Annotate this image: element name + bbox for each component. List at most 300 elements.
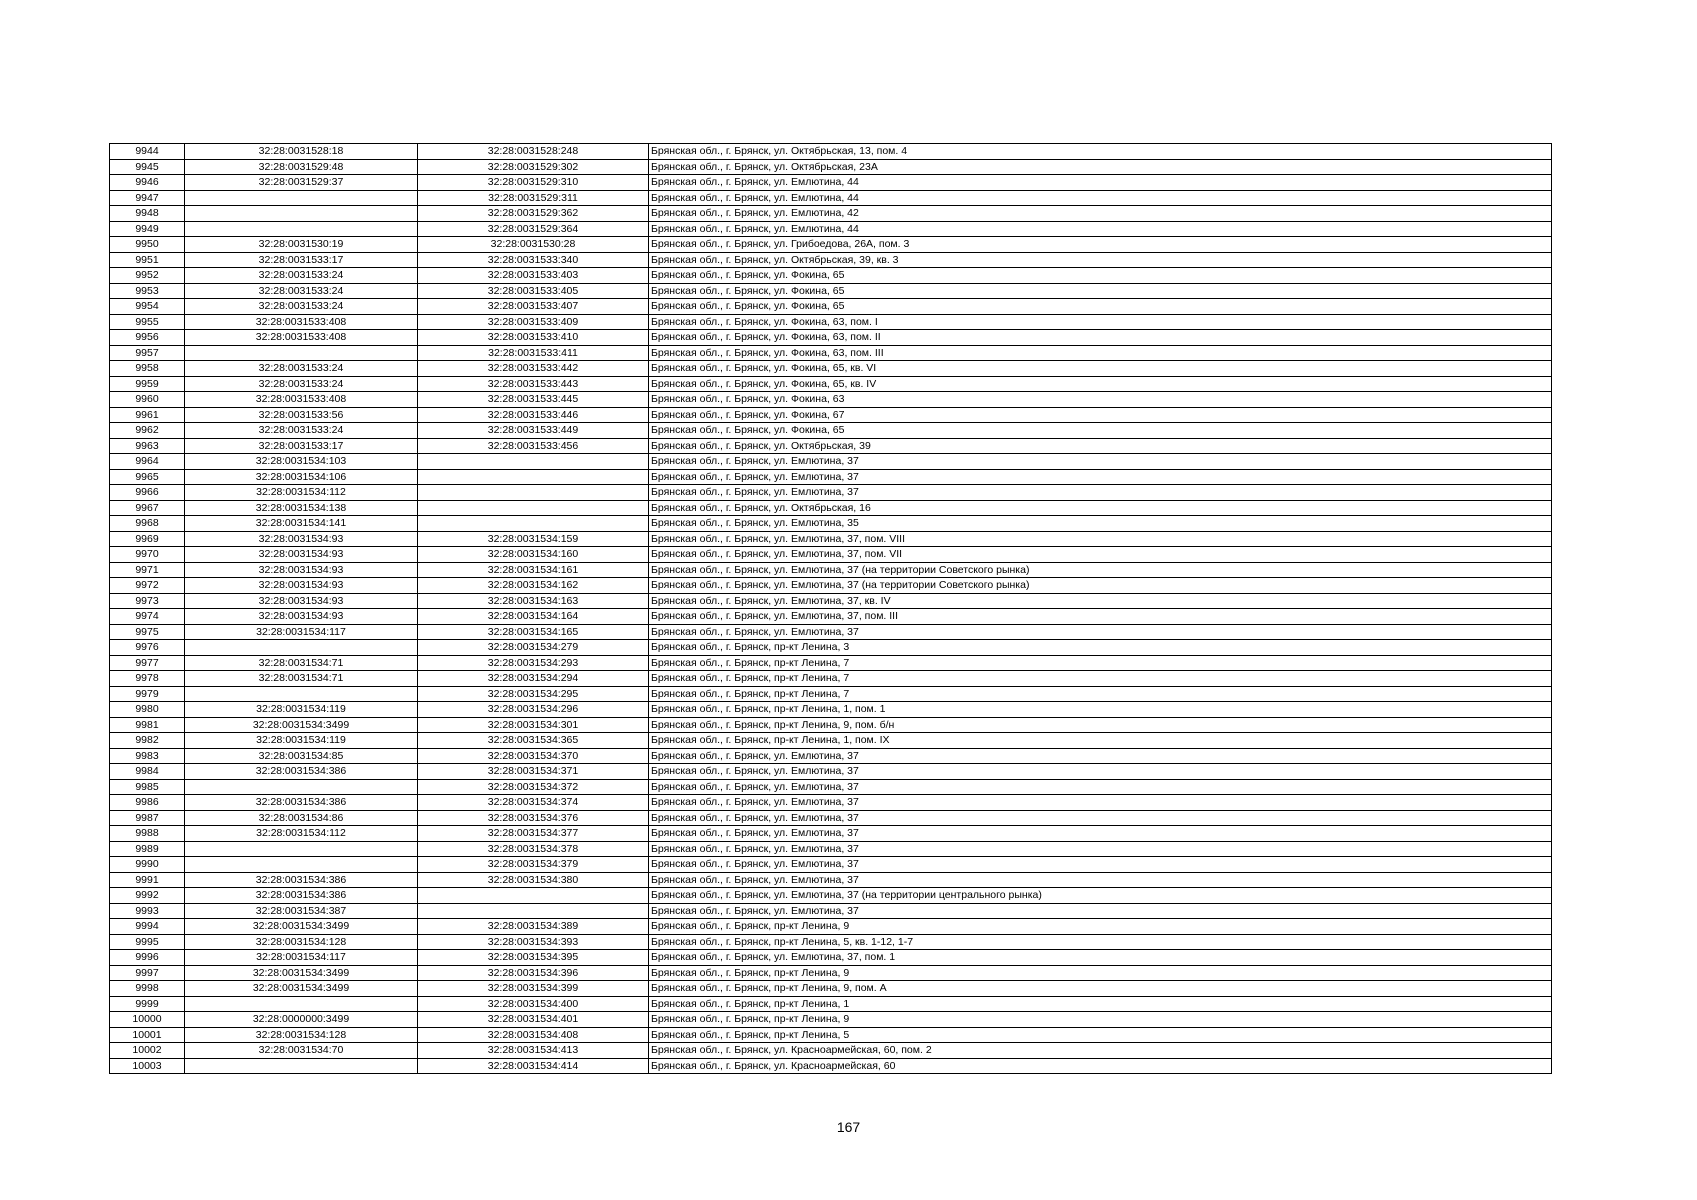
row-number-cell: 9986 (110, 795, 185, 811)
table-row (110, 593, 1552, 609)
row-number-cell: 9999 (110, 996, 185, 1012)
address-cell: Брянская обл., г. Брянск, ул. Фокина, 65 (649, 423, 1552, 439)
object-cadastral-number-cell: 32:28:0031534:380 (418, 872, 649, 888)
row-number-cell: 9980 (110, 702, 185, 718)
object-cadastral-number-cell: 32:28:0031534:164 (418, 609, 649, 625)
row-number-cell: 9978 (110, 671, 185, 687)
object-cadastral-number-cell: 32:28:0031534:365 (418, 733, 649, 749)
object-cadastral-number-cell: 32:28:0031533:409 (418, 314, 649, 330)
object-cadastral-number-cell: 32:28:0031534:400 (418, 996, 649, 1012)
address-cell: Брянская обл., г. Брянск, ул. Емлютина, 37 (649, 795, 1552, 811)
object-cadastral-number-cell: 32:28:0031534:294 (418, 671, 649, 687)
row-number-cell: 9981 (110, 717, 185, 733)
table-row (110, 671, 1552, 687)
object-cadastral-number-cell: 32:28:0031533:411 (418, 345, 649, 361)
object-cadastral-number-cell: 32:28:0031529:311 (418, 190, 649, 206)
address-cell: Брянская обл., г. Брянск, пр-кт Ленина, 1 (649, 996, 1552, 1012)
table-body (110, 144, 1552, 1074)
address-cell: Брянская обл., г. Брянск, ул. Емлютина, 37 (649, 485, 1552, 501)
object-cadastral-number-cell: 32:28:0031533:410 (418, 330, 649, 346)
object-cadastral-number-cell (418, 903, 649, 919)
object-cadastral-number-cell (418, 888, 649, 904)
table-row (110, 221, 1552, 237)
table-row (110, 996, 1552, 1012)
parcel-cadastral-number-cell (185, 779, 418, 795)
parcel-cadastral-number-cell: 32:28:0031534:86 (185, 810, 418, 826)
table-row (110, 423, 1552, 439)
object-cadastral-number-cell: 32:28:0031533:340 (418, 252, 649, 268)
address-cell: Брянская обл., г. Брянск, ул. Емлютина, 37 (649, 841, 1552, 857)
table-row (110, 686, 1552, 702)
address-cell: Брянская обл., г. Брянск, ул. Емлютина, 42 (649, 206, 1552, 222)
address-cell: Брянская обл., г. Брянск, ул. Емлютина, 35 (649, 516, 1552, 532)
parcel-cadastral-number-cell: 32:28:0031534:71 (185, 671, 418, 687)
address-cell: Брянская обл., г. Брянск, ул. Октябрьская, 23А (649, 159, 1552, 175)
object-cadastral-number-cell: 32:28:0031534:159 (418, 531, 649, 547)
object-cadastral-number-cell: 32:28:0031534:165 (418, 624, 649, 640)
table-row (110, 810, 1552, 826)
parcel-cadastral-number-cell: 32:28:0031534:141 (185, 516, 418, 532)
parcel-cadastral-number-cell: 32:28:0031534:93 (185, 547, 418, 563)
object-cadastral-number-cell: 32:28:0031533:449 (418, 423, 649, 439)
address-cell: Брянская обл., г. Брянск, ул. Фокина, 63, пом. I (649, 314, 1552, 330)
object-cadastral-number-cell: 32:28:0031534:414 (418, 1058, 649, 1074)
table-row (110, 934, 1552, 950)
parcel-cadastral-number-cell: 32:28:0031533:24 (185, 361, 418, 377)
parcel-cadastral-number-cell (185, 996, 418, 1012)
parcel-cadastral-number-cell: 32:28:0031534:3499 (185, 965, 418, 981)
parcel-cadastral-number-cell (185, 686, 418, 702)
table-row (110, 206, 1552, 222)
parcel-cadastral-number-cell: 32:28:0031534:93 (185, 609, 418, 625)
object-cadastral-number-cell: 32:28:0031534:295 (418, 686, 649, 702)
row-number-cell: 9994 (110, 919, 185, 935)
object-cadastral-number-cell: 32:28:0031534:279 (418, 640, 649, 656)
address-cell: Брянская обл., г. Брянск, ул. Емлютина, 37 (649, 826, 1552, 842)
row-number-cell: 9950 (110, 237, 185, 253)
table-row (110, 888, 1552, 904)
table-row (110, 376, 1552, 392)
address-cell: Брянская обл., г. Брянск, ул. Октябрьская, 39 (649, 438, 1552, 454)
row-number-cell: 9958 (110, 361, 185, 377)
table-row (110, 175, 1552, 191)
address-cell: Брянская обл., г. Брянск, пр-кт Ленина, 9 (649, 1012, 1552, 1028)
parcel-cadastral-number-cell: 32:28:0031534:103 (185, 454, 418, 470)
table-row (110, 717, 1552, 733)
table-row (110, 500, 1552, 516)
table-row (110, 903, 1552, 919)
address-cell: Брянская обл., г. Брянск, пр-кт Ленина, 7 (649, 655, 1552, 671)
table-row (110, 609, 1552, 625)
parcel-cadastral-number-cell: 32:28:0031529:37 (185, 175, 418, 191)
row-number-cell: 9974 (110, 609, 185, 625)
table-row (110, 1043, 1552, 1059)
table-row (110, 950, 1552, 966)
address-cell: Брянская обл., г. Брянск, пр-кт Ленина, 7 (649, 671, 1552, 687)
object-cadastral-number-cell: 32:28:0031529:364 (418, 221, 649, 237)
row-number-cell: 9963 (110, 438, 185, 454)
parcel-cadastral-number-cell: 32:28:0031534:3499 (185, 981, 418, 997)
parcel-cadastral-number-cell: 32:28:0031534:112 (185, 826, 418, 842)
row-number-cell: 9985 (110, 779, 185, 795)
row-number-cell: 9984 (110, 764, 185, 780)
parcel-cadastral-number-cell (185, 1058, 418, 1074)
parcel-cadastral-number-cell: 32:28:0031533:24 (185, 376, 418, 392)
object-cadastral-number-cell: 32:28:0031534:413 (418, 1043, 649, 1059)
parcel-cadastral-number-cell: 32:28:0000000:3499 (185, 1012, 418, 1028)
row-number-cell: 9971 (110, 562, 185, 578)
row-number-cell: 9998 (110, 981, 185, 997)
object-cadastral-number-cell: 32:28:0031534:408 (418, 1027, 649, 1043)
parcel-cadastral-number-cell: 32:28:0031534:3499 (185, 717, 418, 733)
address-cell: Брянская обл., г. Брянск, ул. Фокина, 65, кв. IV (649, 376, 1552, 392)
row-number-cell: 9995 (110, 934, 185, 950)
table-row (110, 779, 1552, 795)
address-cell: Брянская обл., г. Брянск, ул. Емлютина, 44 (649, 175, 1552, 191)
object-cadastral-number-cell: 32:28:0031529:362 (418, 206, 649, 222)
address-cell: Брянская обл., г. Брянск, ул. Фокина, 65 (649, 268, 1552, 284)
address-cell: Брянская обл., г. Брянск, пр-кт Ленина, 7 (649, 686, 1552, 702)
table-row (110, 268, 1552, 284)
address-cell: Брянская обл., г. Брянск, пр-кт Ленина, 9, пом. б/н (649, 717, 1552, 733)
object-cadastral-number-cell: 32:28:0031533:405 (418, 283, 649, 299)
row-number-cell: 9954 (110, 299, 185, 315)
row-number-cell: 9966 (110, 485, 185, 501)
row-number-cell: 9964 (110, 454, 185, 470)
row-number-cell: 9961 (110, 407, 185, 423)
table-row (110, 314, 1552, 330)
object-cadastral-number-cell (418, 485, 649, 501)
table-row (110, 283, 1552, 299)
object-cadastral-number-cell: 32:28:0031534:396 (418, 965, 649, 981)
row-number-cell: 9970 (110, 547, 185, 563)
address-cell: Брянская обл., г. Брянск, ул. Октябрьская, 16 (649, 500, 1552, 516)
table-row (110, 919, 1552, 935)
row-number-cell: 9946 (110, 175, 185, 191)
address-cell: Брянская обл., г. Брянск, ул. Октябрьская, 13, пом. 4 (649, 144, 1552, 160)
address-cell: Брянская обл., г. Брянск, ул. Емлютина, 37 (на территории Советского рынка) (649, 562, 1552, 578)
address-cell: Брянская обл., г. Брянск, пр-кт Ленина, 9 (649, 965, 1552, 981)
object-cadastral-number-cell: 32:28:0031534:379 (418, 857, 649, 873)
parcel-cadastral-number-cell: 32:28:0031534:119 (185, 702, 418, 718)
table-row (110, 392, 1552, 408)
parcel-cadastral-number-cell: 32:28:0031528:18 (185, 144, 418, 160)
parcel-cadastral-number-cell: 32:28:0031534:112 (185, 485, 418, 501)
object-cadastral-number-cell (418, 469, 649, 485)
address-cell: Брянская обл., г. Брянск, ул. Емлютина, 37 (649, 810, 1552, 826)
address-cell: Брянская обл., г. Брянск, пр-кт Ленина, 3 (649, 640, 1552, 656)
parcel-cadastral-number-cell: 32:28:0031534:128 (185, 934, 418, 950)
object-cadastral-number-cell: 32:28:0031530:28 (418, 237, 649, 253)
address-cell: Брянская обл., г. Брянск, ул. Емлютина, 37 (649, 764, 1552, 780)
address-cell: Брянская обл., г. Брянск, ул. Красноармейская, 60 (649, 1058, 1552, 1074)
address-cell: Брянская обл., г. Брянск, ул. Емлютина, 37 (649, 857, 1552, 873)
address-cell: Брянская обл., г. Брянск, пр-кт Ленина, 5 (649, 1027, 1552, 1043)
parcel-cadastral-number-cell: 32:28:0031534:3499 (185, 919, 418, 935)
object-cadastral-number-cell (418, 516, 649, 532)
address-cell: Брянская обл., г. Брянск, пр-кт Ленина, 9 (649, 919, 1552, 935)
address-cell: Брянская обл., г. Брянск, ул. Фокина, 65, кв. VI (649, 361, 1552, 377)
table-row (110, 733, 1552, 749)
table-row (110, 190, 1552, 206)
address-cell: Брянская обл., г. Брянск, пр-кт Ленина, 1, пом. 1 (649, 702, 1552, 718)
row-number-cell: 9949 (110, 221, 185, 237)
object-cadastral-number-cell: 32:28:0031533:445 (418, 392, 649, 408)
row-number-cell: 9991 (110, 872, 185, 888)
table-row (110, 640, 1552, 656)
address-cell: Брянская обл., г. Брянск, ул. Емлютина, 37, пом. III (649, 609, 1552, 625)
row-number-cell: 9952 (110, 268, 185, 284)
object-cadastral-number-cell: 32:28:0031534:301 (418, 717, 649, 733)
parcel-cadastral-number-cell: 32:28:0031533:17 (185, 438, 418, 454)
row-number-cell: 9956 (110, 330, 185, 346)
table-row (110, 531, 1552, 547)
object-cadastral-number-cell: 32:28:0031533:443 (418, 376, 649, 392)
address-cell: Брянская обл., г. Брянск, пр-кт Ленина, 9, пом. А (649, 981, 1552, 997)
row-number-cell: 9992 (110, 888, 185, 904)
object-cadastral-number-cell: 32:28:0031534:395 (418, 950, 649, 966)
table-row (110, 330, 1552, 346)
address-cell: Брянская обл., г. Брянск, пр-кт Ленина, 1, пом. IX (649, 733, 1552, 749)
parcel-cadastral-number-cell: 32:28:0031534:93 (185, 531, 418, 547)
address-cell: Брянская обл., г. Брянск, ул. Емлютина, 37 (649, 748, 1552, 764)
table-row (110, 144, 1552, 160)
row-number-cell: 9965 (110, 469, 185, 485)
object-cadastral-number-cell: 32:28:0031534:371 (418, 764, 649, 780)
row-number-cell: 9993 (110, 903, 185, 919)
parcel-cadastral-number-cell: 32:28:0031534:386 (185, 888, 418, 904)
table-row (110, 547, 1552, 563)
table-row (110, 407, 1552, 423)
table-row (110, 965, 1552, 981)
parcel-cadastral-number-cell: 32:28:0031533:24 (185, 299, 418, 315)
object-cadastral-number-cell (418, 500, 649, 516)
object-cadastral-number-cell (418, 454, 649, 470)
address-cell: Брянская обл., г. Брянск, ул. Емлютина, 37 (на территории центрального рынка) (649, 888, 1552, 904)
address-cell: Брянская обл., г. Брянск, ул. Красноармейская, 60, пом. 2 (649, 1043, 1552, 1059)
row-number-cell: 9957 (110, 345, 185, 361)
table-row (110, 857, 1552, 873)
address-cell: Брянская обл., г. Брянск, ул. Фокина, 63 (649, 392, 1552, 408)
parcel-cadastral-number-cell (185, 221, 418, 237)
object-cadastral-number-cell: 32:28:0031534:160 (418, 547, 649, 563)
address-cell: Брянская обл., г. Брянск, ул. Фокина, 63, пом. III (649, 345, 1552, 361)
row-number-cell: 9968 (110, 516, 185, 532)
table-row (110, 299, 1552, 315)
row-number-cell: 9960 (110, 392, 185, 408)
table-row (110, 578, 1552, 594)
row-number-cell: 9997 (110, 965, 185, 981)
row-number-cell: 9945 (110, 159, 185, 175)
table-row (110, 624, 1552, 640)
table-row (110, 764, 1552, 780)
row-number-cell: 9969 (110, 531, 185, 547)
row-number-cell: 9955 (110, 314, 185, 330)
table-row (110, 516, 1552, 532)
parcel-cadastral-number-cell (185, 857, 418, 873)
table-row (110, 841, 1552, 857)
page-number: 167 (836, 1119, 861, 1135)
parcel-cadastral-number-cell: 32:28:0031533:24 (185, 268, 418, 284)
object-cadastral-number-cell: 32:28:0031534:163 (418, 593, 649, 609)
parcel-cadastral-number-cell: 32:28:0031530:19 (185, 237, 418, 253)
table-row (110, 159, 1552, 175)
address-cell: Брянская обл., г. Брянск, ул. Емлютина, 37, кв. IV (649, 593, 1552, 609)
parcel-cadastral-number-cell: 32:28:0031533:408 (185, 392, 418, 408)
address-cell: Брянская обл., г. Брянск, ул. Емлютина, 37, пом. 1 (649, 950, 1552, 966)
parcel-cadastral-number-cell (185, 206, 418, 222)
row-number-cell: 9976 (110, 640, 185, 656)
parcel-cadastral-number-cell: 32:28:0031534:386 (185, 795, 418, 811)
object-cadastral-number-cell: 32:28:0031534:374 (418, 795, 649, 811)
row-number-cell: 9959 (110, 376, 185, 392)
parcel-cadastral-number-cell (185, 190, 418, 206)
address-cell: Брянская обл., г. Брянск, ул. Фокина, 67 (649, 407, 1552, 423)
row-number-cell: 9973 (110, 593, 185, 609)
table-row (110, 826, 1552, 842)
parcel-cadastral-number-cell (185, 841, 418, 857)
object-cadastral-number-cell: 32:28:0031533:442 (418, 361, 649, 377)
object-cadastral-number-cell: 32:28:0031528:248 (418, 144, 649, 160)
row-number-cell: 10003 (110, 1058, 185, 1074)
parcel-cadastral-number-cell: 32:28:0031534:117 (185, 950, 418, 966)
object-cadastral-number-cell: 32:28:0031534:370 (418, 748, 649, 764)
address-cell: Брянская обл., г. Брянск, ул. Емлютина, 37 (649, 903, 1552, 919)
object-cadastral-number-cell: 32:28:0031534:372 (418, 779, 649, 795)
table-row (110, 1012, 1552, 1028)
address-cell: Брянская обл., г. Брянск, ул. Емлютина, 37 (на территории Советского рынка) (649, 578, 1552, 594)
object-cadastral-number-cell: 32:28:0031534:162 (418, 578, 649, 594)
parcel-cadastral-number-cell: 32:28:0031534:71 (185, 655, 418, 671)
table-row (110, 795, 1552, 811)
row-number-cell: 9983 (110, 748, 185, 764)
parcel-cadastral-number-cell: 32:28:0031533:56 (185, 407, 418, 423)
address-cell: Брянская обл., г. Брянск, ул. Грибоедова, 26А, пом. 3 (649, 237, 1552, 253)
address-cell: Брянская обл., г. Брянск, ул. Емлютина, 37 (649, 469, 1552, 485)
address-cell: Брянская обл., г. Брянск, ул. Фокина, 65 (649, 283, 1552, 299)
object-cadastral-number-cell: 32:28:0031534:161 (418, 562, 649, 578)
table-row (110, 655, 1552, 671)
parcel-cadastral-number-cell: 32:28:0031533:24 (185, 283, 418, 299)
table-row (110, 1058, 1552, 1074)
parcel-cadastral-number-cell: 32:28:0031533:17 (185, 252, 418, 268)
table-row (110, 438, 1552, 454)
row-number-cell: 9996 (110, 950, 185, 966)
row-number-cell: 9990 (110, 857, 185, 873)
address-cell: Брянская обл., г. Брянск, ул. Фокина, 65 (649, 299, 1552, 315)
parcel-cadastral-number-cell: 32:28:0031534:386 (185, 764, 418, 780)
address-cell: Брянская обл., г. Брянск, ул. Емлютина, 37 (649, 624, 1552, 640)
parcel-cadastral-number-cell (185, 640, 418, 656)
row-number-cell: 9951 (110, 252, 185, 268)
table-row (110, 252, 1552, 268)
parcel-cadastral-number-cell: 32:28:0031534:138 (185, 500, 418, 516)
address-cell: Брянская обл., г. Брянск, ул. Емлютина, 44 (649, 190, 1552, 206)
row-number-cell: 9948 (110, 206, 185, 222)
table-row (110, 1027, 1552, 1043)
parcel-cadastral-number-cell: 32:28:0031534:85 (185, 748, 418, 764)
parcel-cadastral-number-cell: 32:28:0031534:93 (185, 562, 418, 578)
row-number-cell: 9979 (110, 686, 185, 702)
table-row (110, 872, 1552, 888)
row-number-cell: 9967 (110, 500, 185, 516)
object-cadastral-number-cell: 32:28:0031534:389 (418, 919, 649, 935)
row-number-cell: 10002 (110, 1043, 185, 1059)
object-cadastral-number-cell: 32:28:0031534:399 (418, 981, 649, 997)
row-number-cell: 9987 (110, 810, 185, 826)
table-row (110, 345, 1552, 361)
object-cadastral-number-cell: 32:28:0031534:393 (418, 934, 649, 950)
row-number-cell: 9972 (110, 578, 185, 594)
table-row (110, 981, 1552, 997)
parcel-cadastral-number-cell: 32:28:0031534:387 (185, 903, 418, 919)
address-cell: Брянская обл., г. Брянск, ул. Емлютина, 37 (649, 779, 1552, 795)
row-number-cell: 10001 (110, 1027, 185, 1043)
row-number-cell: 9989 (110, 841, 185, 857)
parcel-cadastral-number-cell: 32:28:0031534:106 (185, 469, 418, 485)
address-cell: Брянская обл., г. Брянск, ул. Фокина, 63, пом. II (649, 330, 1552, 346)
parcel-cadastral-number-cell: 32:28:0031534:119 (185, 733, 418, 749)
row-number-cell: 9944 (110, 144, 185, 160)
object-cadastral-number-cell: 32:28:0031534:293 (418, 655, 649, 671)
row-number-cell: 9977 (110, 655, 185, 671)
row-number-cell: 9982 (110, 733, 185, 749)
object-cadastral-number-cell: 32:28:0031529:302 (418, 159, 649, 175)
address-cell: Брянская обл., г. Брянск, ул. Емлютина, 44 (649, 221, 1552, 237)
parcel-cadastral-number-cell (185, 345, 418, 361)
row-number-cell: 9947 (110, 190, 185, 206)
object-cadastral-number-cell: 32:28:0031534:377 (418, 826, 649, 842)
address-cell: Брянская обл., г. Брянск, ул. Емлютина, 37 (649, 872, 1552, 888)
object-cadastral-number-cell: 32:28:0031533:403 (418, 268, 649, 284)
parcel-cadastral-number-cell: 32:28:0031533:408 (185, 330, 418, 346)
parcel-cadastral-number-cell: 32:28:0031534:128 (185, 1027, 418, 1043)
parcel-cadastral-number-cell: 32:28:0031529:48 (185, 159, 418, 175)
table-row (110, 361, 1552, 377)
object-cadastral-number-cell: 32:28:0031534:376 (418, 810, 649, 826)
object-cadastral-number-cell: 32:28:0031534:401 (418, 1012, 649, 1028)
object-cadastral-number-cell: 32:28:0031533:446 (418, 407, 649, 423)
table-row (110, 469, 1552, 485)
parcel-cadastral-number-cell: 32:28:0031534:93 (185, 578, 418, 594)
row-number-cell: 9953 (110, 283, 185, 299)
address-cell: Брянская обл., г. Брянск, пр-кт Ленина, 5, кв. 1-12, 1-7 (649, 934, 1552, 950)
object-cadastral-number-cell: 32:28:0031533:456 (418, 438, 649, 454)
table-row (110, 485, 1552, 501)
object-cadastral-number-cell: 32:28:0031529:310 (418, 175, 649, 191)
address-cell: Брянская обл., г. Брянск, ул. Емлютина, 37, пом. VII (649, 547, 1552, 563)
address-cell: Брянская обл., г. Брянск, ул. Октябрьская, 39, кв. 3 (649, 252, 1552, 268)
address-cell: Брянская обл., г. Брянск, ул. Емлютина, 37 (649, 454, 1552, 470)
object-cadastral-number-cell: 32:28:0031533:407 (418, 299, 649, 315)
row-number-cell: 9988 (110, 826, 185, 842)
table-row (110, 748, 1552, 764)
row-number-cell: 9962 (110, 423, 185, 439)
address-cell: Брянская обл., г. Брянск, ул. Емлютина, 37, пом. VIII (649, 531, 1552, 547)
property-register-table (109, 143, 1552, 1074)
table-row (110, 562, 1552, 578)
parcel-cadastral-number-cell: 32:28:0031533:408 (185, 314, 418, 330)
table-row (110, 454, 1552, 470)
parcel-cadastral-number-cell: 32:28:0031534:386 (185, 872, 418, 888)
object-cadastral-number-cell: 32:28:0031534:378 (418, 841, 649, 857)
parcel-cadastral-number-cell: 32:28:0031533:24 (185, 423, 418, 439)
row-number-cell: 9975 (110, 624, 185, 640)
row-number-cell: 10000 (110, 1012, 185, 1028)
parcel-cadastral-number-cell: 32:28:0031534:117 (185, 624, 418, 640)
parcel-cadastral-number-cell: 32:28:0031534:70 (185, 1043, 418, 1059)
table-row (110, 702, 1552, 718)
